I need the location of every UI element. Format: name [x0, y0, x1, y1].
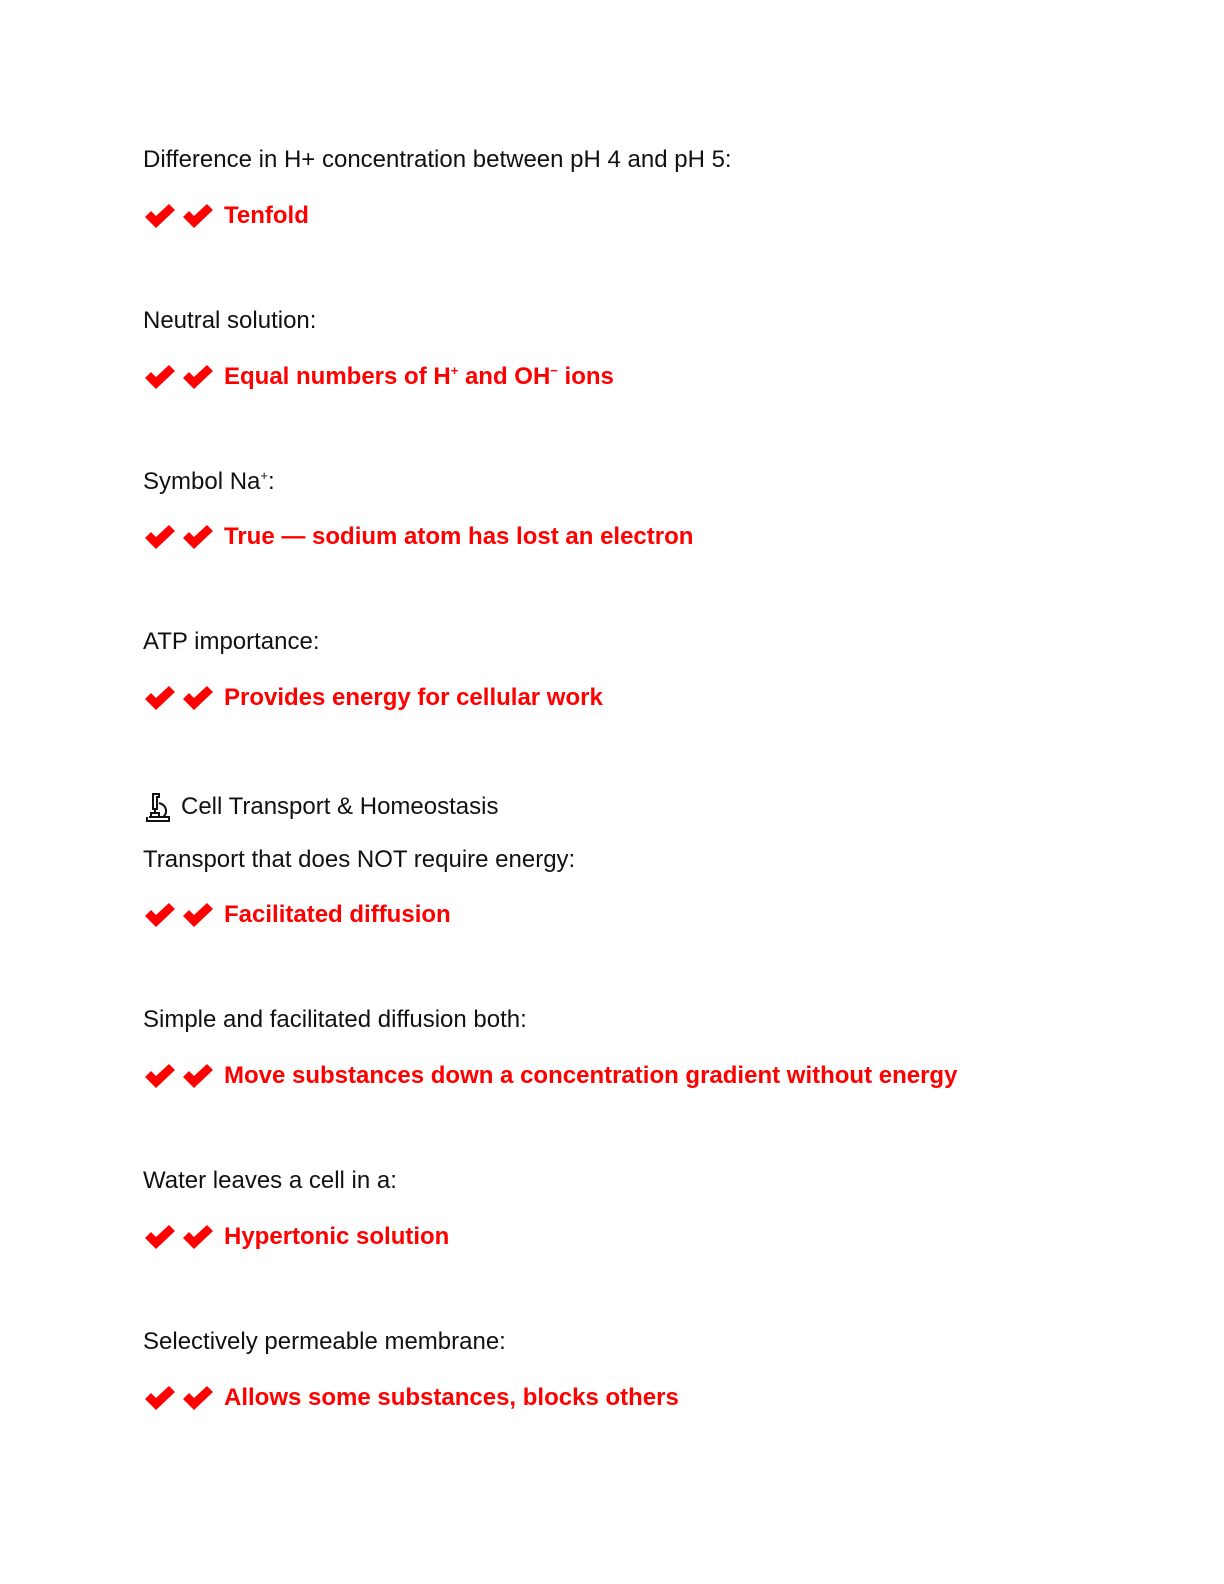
check-mark-icon [143, 524, 177, 550]
answer-line [143, 1220, 449, 1254]
double-check-marks [143, 1385, 215, 1411]
answer-text [224, 362, 614, 392]
answer-text-part: Equal numbers of H [224, 363, 451, 390]
superscript-plus: + [260, 468, 268, 483]
check-mark-icon [143, 203, 177, 229]
question-text: Water leaves a cell in a: [143, 1167, 397, 1194]
question-text-part: Symbol Na [143, 468, 261, 495]
question-text: Neutral solution: [143, 307, 317, 334]
question-text: ATP importance: [143, 628, 320, 655]
check-mark-icon [143, 364, 177, 390]
answer-line [143, 520, 693, 554]
check-mark-icon [181, 203, 215, 229]
section-title: Cell Transport & Homeostasis [181, 793, 499, 820]
check-mark-icon [143, 902, 177, 928]
answer-text-part: and OH [458, 363, 551, 390]
superscript-plus: + [450, 363, 459, 378]
question-text [143, 467, 275, 497]
answer-text: True — sodium atom has lost an electron [224, 523, 694, 550]
question-text: Simple and facilitated diffusion both: [143, 1006, 527, 1033]
check-mark-icon [143, 1063, 177, 1089]
answer-line [143, 1381, 679, 1415]
double-check-marks [143, 524, 215, 550]
section-heading [143, 790, 498, 824]
double-check-marks [143, 364, 215, 390]
check-mark-icon [181, 1385, 215, 1411]
double-check-marks [143, 685, 215, 711]
check-mark-icon [143, 1385, 177, 1411]
question-text: Selectively permeable membrane: [143, 1328, 506, 1355]
question-text: Difference in H+ concentration between pH 4 and pH 5: [143, 146, 732, 173]
answer-text: Tenfold [224, 202, 309, 229]
answer-text: Hypertonic solution [224, 1223, 450, 1250]
double-check-marks [143, 1224, 215, 1250]
answer-line [143, 1059, 957, 1093]
check-mark-icon [181, 685, 215, 711]
check-mark-icon [143, 685, 177, 711]
answer-text: Move substances down a concentration gradient without energy [224, 1062, 958, 1089]
check-mark-icon [181, 364, 215, 390]
answer-line [143, 360, 614, 394]
answer-text: Facilitated diffusion [224, 901, 451, 928]
answer-text: Provides energy for cellular work [224, 684, 603, 711]
answer-line [143, 199, 309, 233]
answer-line [143, 681, 603, 715]
check-mark-icon [143, 1224, 177, 1250]
check-mark-icon [181, 902, 215, 928]
check-mark-icon [181, 1063, 215, 1089]
question-text: Transport that does NOT require energy: [143, 846, 576, 873]
microscope-icon [143, 791, 173, 823]
check-mark-icon [181, 1224, 215, 1250]
answer-text-part: ions [557, 363, 614, 390]
answer-line [143, 898, 451, 932]
double-check-marks [143, 1063, 215, 1089]
double-check-marks [143, 203, 215, 229]
superscript-minus: − [550, 363, 558, 378]
question-text-part: : [267, 468, 275, 495]
answer-text: Allows some substances, blocks others [224, 1384, 679, 1411]
double-check-marks [143, 902, 215, 928]
check-mark-icon [181, 524, 215, 550]
